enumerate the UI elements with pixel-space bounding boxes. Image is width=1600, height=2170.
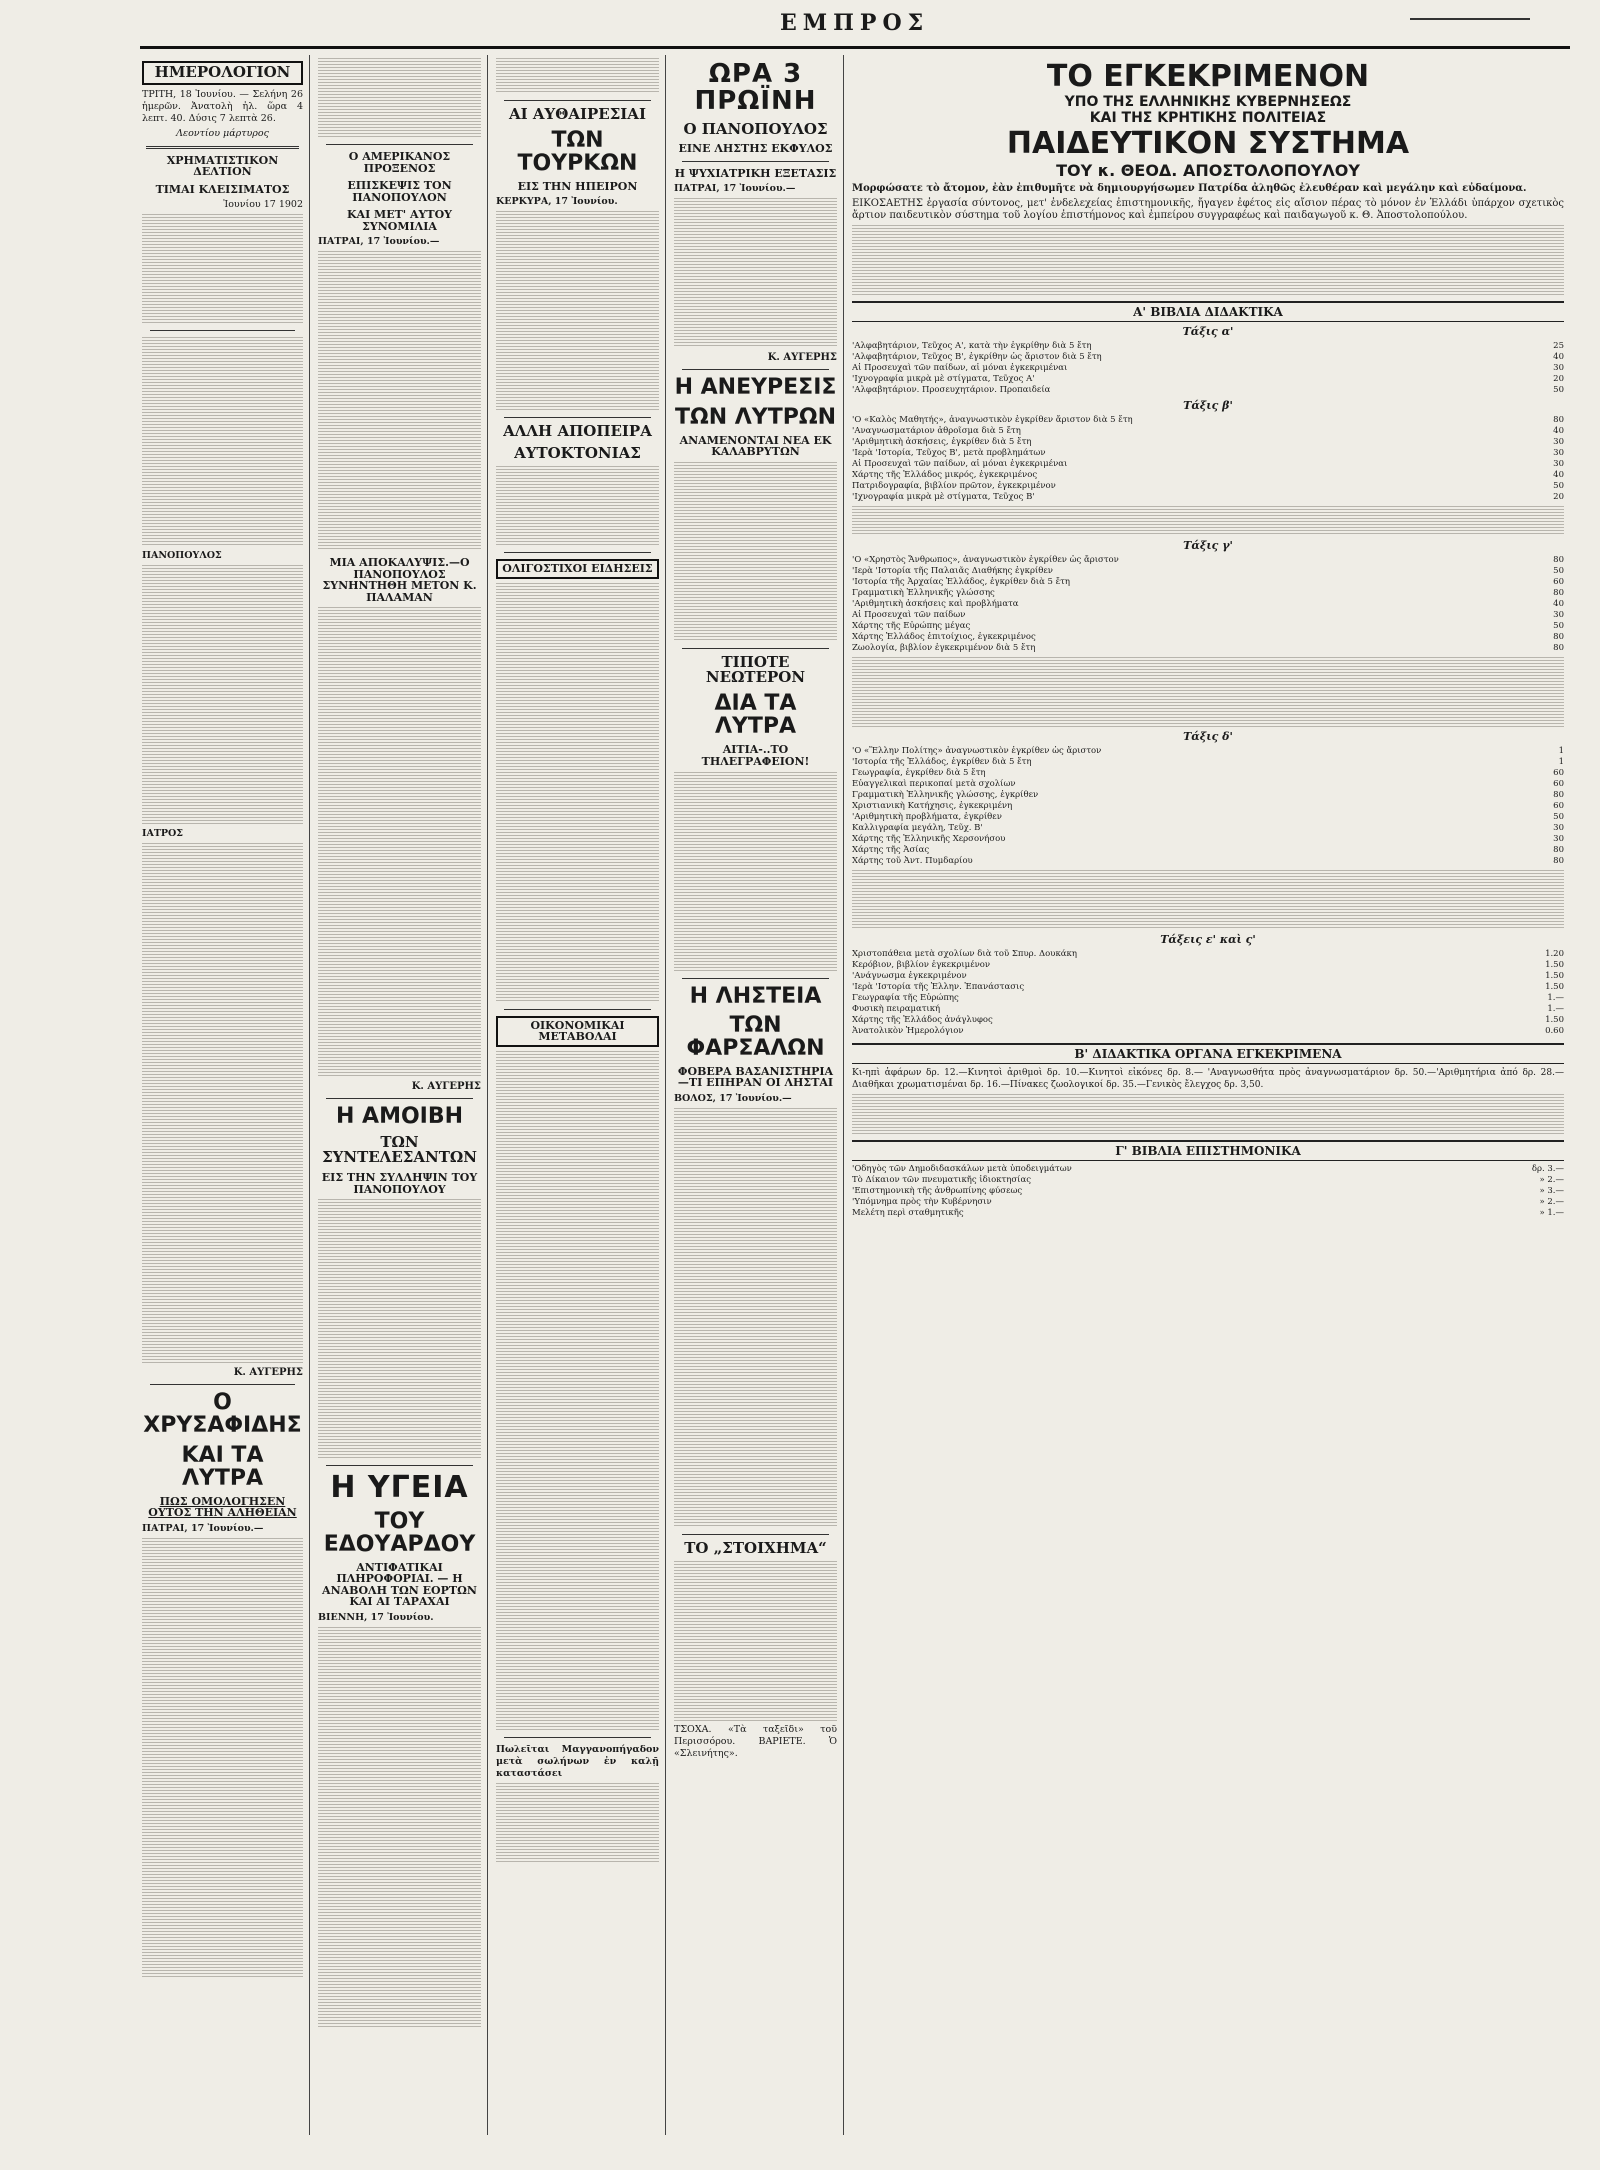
listeia-title: Η ΛΗΣΤΕΙΑ xyxy=(689,983,822,1009)
ad-subtitle-1: ΥΠΟ ΤΗΣ ΕΛΛΗΝΙΚΗΣ ΚΥΒΕΡΝΗΣΕΩΣ xyxy=(1064,94,1352,110)
tax-b: Τάξις β' xyxy=(1183,399,1233,412)
book-row xyxy=(852,801,1564,812)
article-dateline: ΠΑΤΡΑΙ, 17 Ἰουνίου.— xyxy=(142,1522,264,1534)
book-title: 'Ιχνογραφία μικρὰ μὲ στίγματα, Τεῦχος Α' xyxy=(852,374,1035,384)
oligostikai-head: ΟΛΙΓΟΣΤΙΧΟΙ ΕΙΔΗΣΕΙΣ xyxy=(496,559,659,579)
book-row xyxy=(852,610,1564,621)
calendar-title: ΗΜΕΡΟΛΟΓΙΟΝ xyxy=(142,61,303,85)
book-price: 80 xyxy=(1553,555,1564,565)
ad-main-title: ΠΑΙΔΕΥΤΙΚΟΝ ΣΥΣΤΗΜΑ xyxy=(1006,126,1410,161)
book-price: 80 xyxy=(1553,643,1564,653)
book-row xyxy=(852,448,1564,459)
book-title: Γεωγραφία, ἐγκρίθεν διὰ 5 ἔτη xyxy=(852,768,986,778)
alli-head-2: ΑΥΤΟΚΤΟΝΙΑΣ xyxy=(514,444,641,463)
book-row xyxy=(852,385,1564,396)
book-price: 30 xyxy=(1553,448,1564,458)
saint-of-day: Λεοντίου μάρτυρος xyxy=(176,127,269,139)
book-row xyxy=(852,1197,1564,1208)
book-row xyxy=(852,1004,1564,1015)
book-title: Μελέτη περὶ σταθμητικῆς xyxy=(852,1208,964,1218)
alli-head-1: ΑΛΛΗ ΑΠΟΠΕΙΡΑ xyxy=(503,422,652,441)
book-title: 'Ιερὰ 'Ιστορία, Τεῦχος Β', μετὰ προβλημάτων xyxy=(852,448,1046,458)
book-row xyxy=(852,459,1564,470)
book-row xyxy=(852,352,1564,363)
book-title: 'Ο «Ἕλλην Πολίτης» ἀναγνωστικὸν ἐγκρίθεν ὡς ἄριστον xyxy=(852,746,1102,756)
book-title: Χάρτης τῆς Ἑλλάδος μικρός, ἐγκεκριμένος xyxy=(852,470,1038,480)
book-price: 60 xyxy=(1553,801,1564,811)
ora3-title: ΩΡΑ 3 ΠΡΩΪΝΗ xyxy=(694,59,817,117)
book-title: Γραμματικὴ Ἑλληνικῆς γλώσσης, ἐγκρίθεν xyxy=(852,790,1039,800)
book-row xyxy=(852,834,1564,845)
book-title: Αἱ Προσευχαὶ τῶν παίδων, αἱ μόναι ἐγκεκριμέναι xyxy=(852,459,1068,469)
book-row xyxy=(852,790,1564,801)
book-price: 40 xyxy=(1553,599,1564,609)
anev-title-2: ΤΩΝ ΛΥΤΡΩΝ xyxy=(675,404,836,430)
book-row xyxy=(852,577,1564,588)
book-price: 1.— xyxy=(1547,1004,1564,1014)
book-title: 'Αριθμητικὴ προβλήματα, ἐγκρίθεν xyxy=(852,812,1002,822)
section-c-title: Γ' ΒΙΒΛΙΑ ΕΠΙΣΤΗΜΟΝΙΚΑ xyxy=(852,1140,1564,1161)
book-title: Χάρτης τῆς Εὐρώπης μέγας xyxy=(852,621,971,631)
organa-text: Κι-ηπὶ ἀφάρων δρ. 12.—Κινητοὶ ἀριθμοὶ δρ. 10.—Κινητοὶ εἰκόνες δρ. 8.— 'Αναγνωσθήτα πρὸς ἀναγνωσματάριον δρ. 50.—'Αριθμητήρια ἀπό δρ. 28.— Διαθῆκαι χρωματισμέναι δρ. 16.—Πίνακες ζωολογικοί δρ. 35.—Γενικὸς ἔλεγχος δρ. 3,50. xyxy=(852,1068,1564,1090)
ad-subtitle-2: ΚΑΙ ΤΗΣ ΚΡΗΤΙΚΗΣ ΠΟΛΙΤΕΙΑΣ xyxy=(1089,110,1327,126)
book-row xyxy=(852,566,1564,577)
book-price: 40 xyxy=(1553,352,1564,362)
book-price: 30 xyxy=(1553,437,1564,447)
book-row xyxy=(852,374,1564,385)
book-row xyxy=(852,492,1564,503)
book-title: Χάρτης τῆς Ἑλληνικῆς Χερσονήσου xyxy=(852,834,1006,844)
ad-intro: ΕΙΚΟΣΑΕΤΗΣ ἐργασία σύντονος, μετ' ἐνδελεχείας ἐπιστημονικῆς, ἤγαγεν ἐφέτος εἰς αἴσιον πέρας τὸ μόνον ἐν Ἑλλάδι ὑπάρχον σχετικὸς ἄρτιον παιδευτικὸν σύστημα τοῦ λογίου ἐπιστήμονος καὶ ἐμπείρου συγγραφέως καὶ παιδαγωγοῦ κ. Θ. Ἀποστολοπούλου. xyxy=(852,198,1564,221)
book-row xyxy=(852,481,1564,492)
ad-tagline: Μορφώσατε τὸ ἄτομον, ἐὰν ἐπιθυμῆτε νὰ δημιουργήσωμεν Πατρίδα ἀληθῶς ἐλευθέραν καὶ μεγάλην καὶ εὐδαίμονα. xyxy=(852,183,1527,194)
book-list-e xyxy=(852,949,1564,1037)
book-list-a xyxy=(852,341,1564,396)
book-title: Ζωολογία, βιβλίον ἐγκεκριμένον διὰ 5 ἔτη xyxy=(852,643,1036,653)
consul-body xyxy=(318,251,481,551)
finance-title: ΧΡΗΜΑΤΙΣΤΙΚΟΝ ΔΕΛΤΙΟΝ xyxy=(166,153,279,179)
tax-e: Τάξεις ε' καὶ ς' xyxy=(1160,933,1256,946)
consul-head-1: Ο ΑΜΕΡΙΚΑΝΟΣ ΠΡΟΞΕΝΟΣ xyxy=(348,150,451,175)
book-title: 'Ανάγνωσμα ἐγκεκριμένον xyxy=(852,971,967,981)
book-price: 20 xyxy=(1553,492,1564,502)
book-row xyxy=(852,971,1564,982)
book-title: 'Οδηγὸς τῶν Δημοδιδασκάλων μετὰ ὑποδειγμάτων xyxy=(852,1164,1072,1174)
classified-ad: Πωλεῖται Μαγγανοπήγαδον μετὰ σωλήνων ἐν καλῇ καταστάσει xyxy=(496,1743,659,1779)
book-title: 'Ιχνογραφία μικρὰ μὲ στίγματα, Τεῦχος Β' xyxy=(852,492,1035,502)
consul-dateline: ΠΑΤΡΑΙ, 17 Ἰουνίου.— xyxy=(318,236,440,248)
book-row xyxy=(852,982,1564,993)
book-title: 'Αριθμητικὴ ἀσκήσεις καὶ προβλήματα xyxy=(852,599,1019,609)
byline: Κ. ΑΥΓΕΡΗΣ xyxy=(411,1081,481,1093)
book-price: 40 xyxy=(1553,470,1564,480)
book-list-scientific xyxy=(852,1164,1564,1219)
book-title: 'Ο «Καλὸς Μαθητής», ἀναγνωστικὸν ἐγκρίθεν ἄριστον διὰ 5 ἔτη xyxy=(852,415,1133,425)
book-row xyxy=(852,1175,1564,1186)
book-list-d xyxy=(852,746,1564,867)
ora3-dateline: ΠΑΤΡΑΙ, 17 Ἰουνίου.— xyxy=(674,183,796,195)
book-title: Χάρτης Ἑλλάδος ἐπιτοίχιος, ἐγκεκριμένος xyxy=(852,632,1036,642)
book-list-c xyxy=(852,555,1564,654)
amoibi-title: Η ΑΜΟΙΒΗ xyxy=(335,1104,464,1130)
tipote-subtitle: ΑΙΤΙΑ-..ΤΟ ΤΗΛΕΓΡΑΦΕΙΟΝ! xyxy=(701,743,810,768)
book-title: 'Ο «Χρηστὸς Ἄνθρωπος», ἀναγνωστικὸν ἐγκρίθεν ὡς ἄριστον xyxy=(852,555,1119,565)
listeia-title-2: ΤΩΝ ΦΑΡΣΑΛΩΝ xyxy=(686,1012,825,1061)
column-4 xyxy=(672,55,844,2135)
book-title: 'Αλφαβητάριον, Τεῦχος Β', ἐγκρίθην ὡς ἄριστον διὰ 5 ἔτη xyxy=(852,352,1102,362)
book-title: 'Αλφαβητάριον. Προσευχητάριον. Προπαιδεία xyxy=(852,385,1051,395)
theatre-listing: ΤΣΟΧΑ. «Τὰ ταξεῖδι» τοῦ Περισσόρου. ΒΑΡΙΕΤΕ. Ὁ «Σλεινήτης». xyxy=(674,1723,837,1759)
byline: Κ. ΑΥΓΕΡΗΣ xyxy=(233,1367,303,1379)
psych-head: Η ΨΥΧΙΑΤΡΙΚΗ ΕΞΕΤΑΣΙΣ xyxy=(674,166,837,180)
book-row xyxy=(852,856,1564,867)
book-row xyxy=(852,621,1564,632)
book-row xyxy=(852,588,1564,599)
book-row xyxy=(852,643,1564,654)
book-row xyxy=(852,415,1564,426)
turks-head-1: ΑΙ ΑΥΘΑΙΡΕΣΙΑΙ xyxy=(509,105,646,123)
listeia-dateline: ΒΟΛΟΣ, 17 Ἰουνίου.— xyxy=(674,1092,792,1104)
ad-title: ΤΟ ΕΓΚΕΚΡΙΜΕΝΟΝ xyxy=(1046,59,1370,94)
tipote-title-2: ΔΙΑ ΤΑ ΛΥΤΡΑ xyxy=(714,691,797,740)
book-price: » 3.— xyxy=(1539,1186,1564,1196)
consul-subhead: ΜΙΑ ΑΠΟΚΑΛΥΨΙΣ.—Ο ΠΑΝΟΠΟΥΛΟΣ ΣΥΝΗΝΤΗΘΗ ΜΕΤΟΝ Κ. ΠΑΛΑΜΑΝ xyxy=(322,556,477,604)
ora3-subtitle-2: ΕΙΝΕ ΛΗΣΤΗΣ ΕΚΦΥΛΟΣ xyxy=(678,142,833,156)
calendar-text: ΤΡΙΤΗ, 18 Ἰουνίου. — Σελήνη 26 ἡμερῶν. Ἀνατολὴ ἡλ. ὥρα 4 λεπτ. 40. Δύσις 7 λεπτὰ 26. xyxy=(142,88,303,124)
tipote-title: ΤΙΠΟΤΕ ΝΕΩΤΕΡΟΝ xyxy=(705,652,806,687)
book-title: Αἱ Προσευχαὶ τῶν παίδων, αἱ μόναι ἐγκεκριμέναι xyxy=(852,363,1068,373)
article-title-chrysafidis: Ο ΧΡΥΣΑΦΙΔΗΣ xyxy=(143,1390,302,1439)
tax-d: Τάξις δ' xyxy=(1183,730,1233,743)
amoibi-subtitle: ΕΙΣ ΤΗΝ ΣΥΛΛΗΨΙΝ ΤΟΥ ΠΑΝΟΠΟΥΛΟΥ xyxy=(321,1171,478,1196)
book-price: 50 xyxy=(1553,385,1564,395)
column-2 xyxy=(316,55,488,2135)
book-price: 60 xyxy=(1553,779,1564,789)
book-price: 1 xyxy=(1558,757,1564,767)
consul-head-2: ΕΠΙΣΚΕΨΙΣ ΤΟΝ ΠΑΝΟΠΟΥΛΟΝ xyxy=(347,179,452,204)
listeia-subtitle: ΦΟΒΕΡΑ ΒΑΣΑΝΙΣΤΗΡΙΑ—ΤΙ ΕΠΗΡΑΝ ΟΙ ΛΗΣΤΑΙ xyxy=(677,1064,834,1090)
consul-head-3: ΚΑΙ ΜΕΤ' ΑΥΤΟΥ ΣΥΝΟΜΙΛΙΑ xyxy=(346,208,453,233)
ygeia-subtitle: ΑΝΤΙΦΑΤΙΚΑΙ ΠΛΗΡΟΦΟΡΙΑΙ. — Η ΑΝΑΒΟΛΗ ΤΩΝ ΕΟΡΤΩΝ ΚΑΙ ΑΙ ΤΑΡΑΧΑΙ xyxy=(322,1560,477,1609)
book-title: 'Ιστορία τῆς Ἑλλάδος, ἐγκρίθεν διὰ 5 ἔτη xyxy=(852,757,1032,767)
book-title: Γεωγραφία τῆς Εὐρώπης xyxy=(852,993,959,1003)
book-price: » 1.— xyxy=(1539,1208,1564,1218)
book-row xyxy=(852,426,1564,437)
book-title: Χάρτης τοῦ Ἀντ. Πυμδαρίου xyxy=(852,856,973,866)
book-row xyxy=(852,812,1564,823)
book-row xyxy=(852,555,1564,566)
book-title: 'Ιερὰ 'Ιστορία τῆς Ἑλλην. Ἐπανάστασις xyxy=(852,982,1025,992)
book-price: 50 xyxy=(1553,481,1564,491)
book-title: Κερόβιον, βιβλίον ἐγκεκριμένον xyxy=(852,960,991,970)
book-price: 30 xyxy=(1553,823,1564,833)
column-3 xyxy=(494,55,666,2135)
book-price: 80 xyxy=(1553,588,1564,598)
book-price: 60 xyxy=(1553,768,1564,778)
book-title: Χριστιανικὴ Κατήχησις, ἐγκεκριμένη xyxy=(852,801,1013,811)
book-price: 1.50 xyxy=(1545,971,1564,981)
book-price: 40 xyxy=(1553,426,1564,436)
book-price: 60 xyxy=(1553,577,1564,587)
book-row xyxy=(852,1164,1564,1175)
book-list-b xyxy=(852,415,1564,503)
book-price: 30 xyxy=(1553,363,1564,373)
book-price: 80 xyxy=(1553,632,1564,642)
advert-column xyxy=(850,55,1570,2135)
book-row xyxy=(852,632,1564,643)
ygeia-dateline: ΒΙΕΝΝΗ, 17 Ἰουνίου. xyxy=(318,1612,434,1624)
oikonomikai-head: ΟΙΚΟΝΟΜΙΚΑΙ ΜΕΤΑΒΟΛΑΙ xyxy=(496,1016,659,1047)
book-price: 1.50 xyxy=(1545,960,1564,970)
book-row xyxy=(852,599,1564,610)
book-row xyxy=(852,768,1564,779)
book-price: 50 xyxy=(1553,812,1564,822)
anev-title: Η ΑΝΕΥΡΕΣΙΣ xyxy=(674,375,837,401)
book-title: Εὐαγγελικαὶ περικοπαί μετὰ σχολίων xyxy=(852,779,1016,789)
book-price: 1 xyxy=(1558,746,1564,756)
book-price: 80 xyxy=(1553,790,1564,800)
turks-head-2: ΤΩΝ ΤΟΥΡΚΩΝ xyxy=(517,127,638,176)
book-price: 30 xyxy=(1553,834,1564,844)
book-title: 'Αναγνωσματάριον ἀθροῖσμα διὰ 5 ἔτη xyxy=(852,426,1021,436)
book-row xyxy=(852,1015,1564,1026)
ad-author: ΤΟΥ κ. ΘΕΟΔ. ΑΠΟΣΤΟΛΟΠΟΥΛΟΥ xyxy=(1056,161,1360,180)
column-1 xyxy=(140,55,310,2135)
book-title: Γραμματικὴ Ἑλληνικῆς γλώσσης xyxy=(852,588,995,598)
book-title: 'Ιστορία τῆς Ἀρχαίας Ἑλλάδος, ἐγκρίθεν διὰ 5 ἔτη xyxy=(852,577,1071,587)
ygeia-title-2: ΤΟΥ ΕΔΟΥΑΡΔΟΥ xyxy=(323,1508,476,1557)
book-row xyxy=(852,960,1564,971)
book-row xyxy=(852,341,1564,352)
dialogue-text xyxy=(142,337,303,547)
book-row xyxy=(852,757,1564,768)
byline: Κ. ΑΥΓΕΡΗΣ xyxy=(767,352,837,364)
book-price: 1.20 xyxy=(1545,949,1564,959)
book-title: Ἀνατολικὸν Ἡμερολόγιον xyxy=(852,1026,964,1036)
masthead xyxy=(140,8,1570,49)
book-title: 'Ιερὰ 'Ιστορία τῆς Παλαιᾶς Διαθήκης ἐγκρίθεν xyxy=(852,566,1053,576)
amoibi-title-2: ΤΩΝ ΣΥΝΤΕΛΕΣΑΝΤΩΝ xyxy=(322,1132,477,1167)
book-title: Χάρτης τῆς Ἑλλάδος ἀνάγλυφος xyxy=(852,1015,993,1025)
book-price: 80 xyxy=(1553,415,1564,425)
tax-a: Τάξις α' xyxy=(1182,325,1234,338)
book-price: » 2.— xyxy=(1539,1197,1564,1207)
book-price: » 2.— xyxy=(1539,1175,1564,1185)
section-b-title: Β' ΔΙΔΑΚΤΙΚΑ ΟΡΓΑΝΑ ΕΓΚΕΚΡΙΜΕΝΑ xyxy=(852,1043,1564,1064)
book-price: 50 xyxy=(1553,621,1564,631)
book-title: Τὸ Δίκαιον τῶν πνευματικῆς ἰδιοκτησίας xyxy=(852,1175,1031,1185)
price-table-text xyxy=(142,214,303,324)
book-title: Αἱ Προσευχαὶ τῶν παίδων xyxy=(852,610,966,620)
book-row xyxy=(852,363,1564,374)
book-price: 25 xyxy=(1553,341,1564,351)
book-row xyxy=(852,746,1564,757)
prices-title: ΤΙΜΑΙ ΚΛΕΙΣΙΜΑΤΟΣ xyxy=(155,182,290,196)
book-row xyxy=(852,437,1564,448)
newspaper-title: ΕΜΠΡΟΣ xyxy=(780,10,930,36)
book-title: 'Υπόμνημα πρὸς τὴν Κυβέρνησιν xyxy=(852,1197,992,1207)
book-title: 'Επιστημονικὴ τῆς ἀνθρωπίνης φύσεως xyxy=(852,1186,1023,1196)
book-price: 1.50 xyxy=(1545,982,1564,992)
book-title: Φυσικὴ πειραματική xyxy=(852,1004,941,1014)
book-price: 80 xyxy=(1553,845,1564,855)
dialogue-speaker: ΠΑΝΟΠΟΥΛΟΣ xyxy=(142,550,222,562)
book-row xyxy=(852,470,1564,481)
article-body xyxy=(142,1538,303,1978)
stoixima-title: ΤΟ „ΣΤΟΙΧΗΜΑ“ xyxy=(684,1538,827,1557)
turks-dateline: ΚΕΡΚΥΡΑ, 17 Ἰουνίου. xyxy=(496,196,618,208)
section-a-title: Α' ΒΙΒΛΙΑ ΔΙΔΑΚΤΙΚΑ xyxy=(852,301,1564,322)
book-price: 1.50 xyxy=(1545,1015,1564,1025)
ora3-subtitle: Ο ΠΑΝΟΠΟΥΛΟΣ xyxy=(683,119,828,138)
book-row xyxy=(852,823,1564,834)
dialogue-doctor: ΙΑΤΡΟΣ xyxy=(142,828,184,840)
book-row xyxy=(852,1186,1564,1197)
article-subtitle: ΠΩΣ ΟΜΟΛΟΓΗΣΕΝ ΟΥΤΟΣ ΤΗΝ ΑΛΗΘΕΙΑΝ xyxy=(148,1494,297,1520)
book-title: Χάρτης τῆς Ἀσίας xyxy=(852,845,930,855)
book-title: 'Αλφαβητάριον, Τεῦχος Α', κατὰ τὴν ἐγκρίθην διὰ 5 ἔτη xyxy=(852,341,1092,351)
book-row xyxy=(852,779,1564,790)
book-price: 1.— xyxy=(1547,993,1564,1003)
book-price: δρ. 3.— xyxy=(1531,1164,1564,1174)
book-row xyxy=(852,993,1564,1004)
book-price: 20 xyxy=(1553,374,1564,384)
book-row xyxy=(852,1026,1564,1037)
book-row xyxy=(852,845,1564,856)
book-price: 30 xyxy=(1553,459,1564,469)
book-row xyxy=(852,949,1564,960)
book-title: Χριστοπάθεια μετὰ σχολίων διὰ τοῦ Σπυρ. Δουκάκη xyxy=(852,949,1077,959)
prices-date: Ἰουνίου 17 1902 xyxy=(223,199,303,211)
book-price: 80 xyxy=(1553,856,1564,866)
book-price: 50 xyxy=(1553,566,1564,576)
book-price: 30 xyxy=(1553,610,1564,620)
tax-c: Τάξις γ' xyxy=(1183,539,1233,552)
book-title: Καλλιγραφία μεγάλη, Τεῦχ. Β' xyxy=(852,823,983,833)
masthead-rule xyxy=(1410,18,1530,20)
ygeia-title: Η ΥΓΕΙΑ xyxy=(330,1470,469,1506)
book-price: 0.60 xyxy=(1545,1026,1564,1036)
book-title: 'Αριθμητικὴ ἀσκήσεις, ἐγκρίθεν διὰ 5 ἔτη xyxy=(852,437,1032,447)
turks-head-3: ΕΙΣ ΤΗΝ ΗΠΕΙΡΟΝ xyxy=(517,179,638,193)
anev-subtitle: ΑΝΑΜΕΝΟΝΤΑΙ ΝΕΑ ΕΚ ΚΑΛΑΒΡΥΤΩΝ xyxy=(679,433,832,459)
book-title: Πατριδογραφία, βιβλίον πρῶτον, ἐγκεκριμένον xyxy=(852,481,1056,491)
book-row xyxy=(852,1208,1564,1219)
article-title-lytra: ΚΑΙ ΤΑ ΛΥΤΡΑ xyxy=(181,1442,264,1491)
